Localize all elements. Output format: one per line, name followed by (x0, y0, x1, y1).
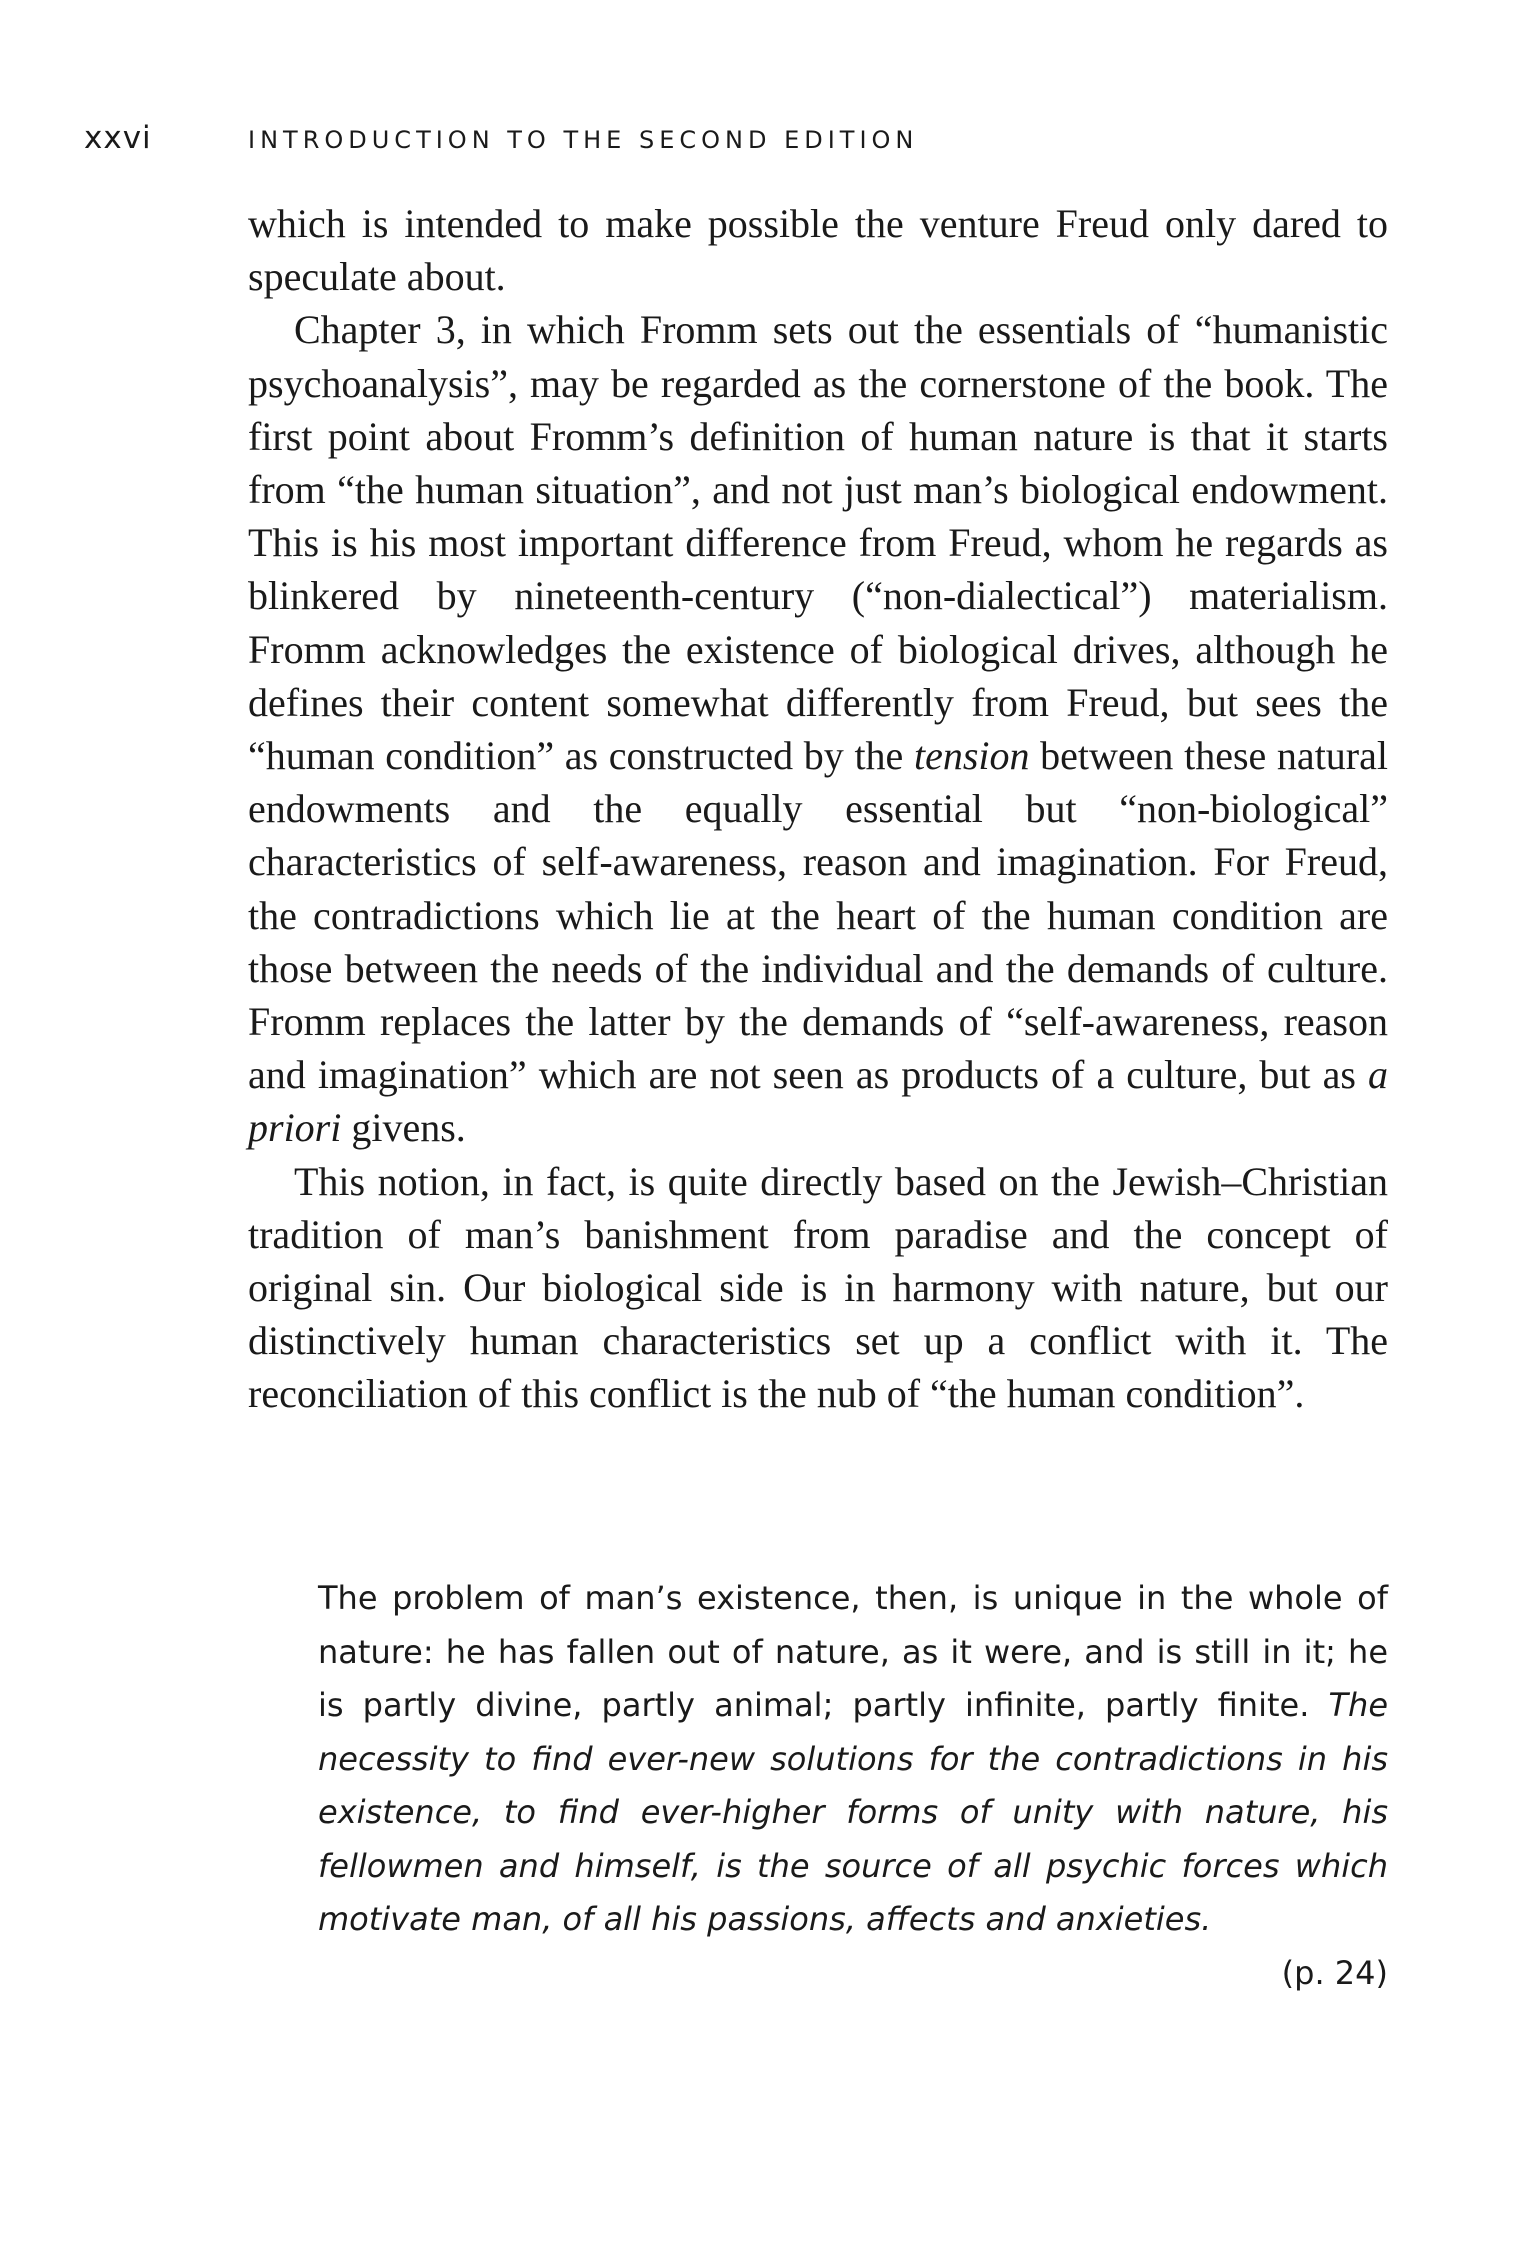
paragraph-text: between these natural endowments and the equally essential but “non-biological” characteristics of self-awareness, reason and imagination. For Freud, the contradictions which lie at the heart of the human condition are those between the needs of the individual and the demands of culture. Fromm replaces the latter by the demands of “self-awareness, reason and imagination” which are not seen as products of a culture, but as (248, 733, 1388, 1098)
quote-plain: The problem of man’s existence, then, is unique in the whole of nature: he has fallen out of nature, as it were, and is still in it; he is partly divine, partly animal; partly infinite, partly finite. (318, 1579, 1388, 1724)
block-quote (318, 1572, 1388, 2000)
emphasis-a-priori: a priori (248, 1052, 1388, 1151)
paragraph-text: givens. (341, 1105, 466, 1151)
paragraph-text: Chapter 3, in which Fromm sets out the essentials of “humanistic psychoanalysis”, may be regarded as the cornerstone of the book. The first point about Fromm’s definition of human nature is that it starts from “the human situation”, and not just man’s biological endowment. This is his most important difference from Freud, whom he regards as blinkered by nineteenth-century (“non-dialectical”) materialism. Fromm acknowledges the existence of biological drives, although he defines their content somewhat differently from Freud, but sees the “human condition” as constructed by the (248, 307, 1388, 779)
body-text (248, 197, 1388, 1421)
running-head (84, 120, 1384, 160)
quote-italic: The necessity to find ever-new solutions for the contradictions in his existence, to find ever-higher forms of unity with nature, his fellowmen and himself, is the source of all psychic forces which motivate man, of all his passions, affects and anxieties. (318, 1686, 1388, 1938)
quote-citation: (p. 24) (1281, 1953, 1388, 1992)
emphasis-tension: tension (913, 733, 1030, 779)
paragraph-continuation: which is intended to make possible the venture Freud only dared to speculate about. (248, 201, 1388, 300)
paragraph-notion: This notion, in fact, is quite directly based on the Jewish–Christian tradition of man’s banishment from paradise and the concept of original sin. Our biological side is in harmony with nature, but our distinctively human characteristics set up a conflict with it. The reconciliation of this conflict is the nub of “the human condition”. (248, 1158, 1388, 1417)
page-number: xxvi (84, 120, 152, 156)
paragraph-chapter-3 (248, 303, 1388, 1154)
running-title: INTRODUCTION TO THE SECOND EDITION (248, 126, 919, 154)
quote-text (318, 1572, 1388, 1947)
